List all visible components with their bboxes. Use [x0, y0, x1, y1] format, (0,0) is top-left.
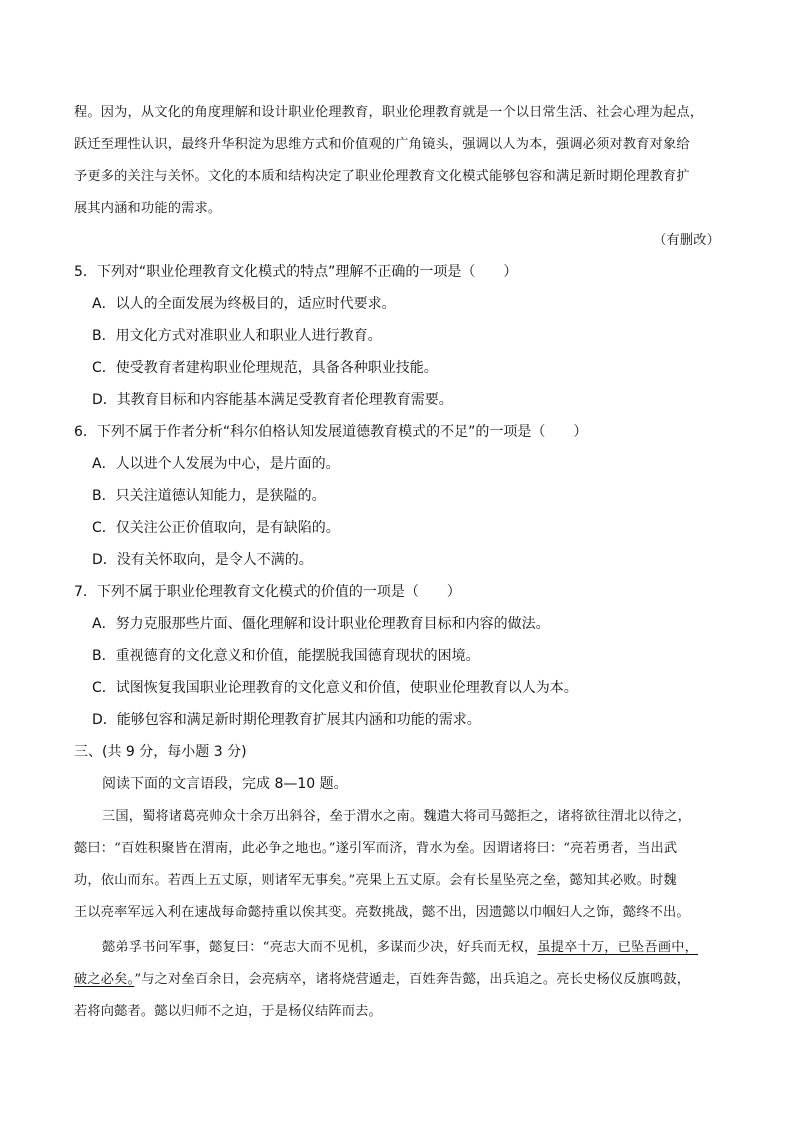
question-7-option-b: B．重视德育的文化意义和价值，能摆脱我国德育现状的困境。 — [92, 648, 480, 664]
classical-p2-line-2 — [74, 968, 690, 987]
passage-line-2: 跃迁至理性认识，最终升华积淀为思维方式和价值观的广角镜头，强调以人为本，强调必须对教育对象给 — [74, 137, 690, 152]
classical-p2-text-cont: ”与之对垒百余日，会亮病卒，诸将烧营遁走，百姓奔告懿，出兵追之。亮长史杨仪反旗鸣鼓， — [134, 972, 691, 987]
classical-p1-line-1: 三国，蜀将诸葛亮帅众十余万出斜谷，垒于渭水之南。魏遣大将司马懿拒之，诸将欲往渭北以待之， — [102, 809, 692, 824]
question-7-option-d: D．能够包容和满足新时期伦理教育扩展其内涵和功能的需求。 — [92, 712, 481, 728]
question-7-stem: 7．下列不属于职业伦理教育文化模式的价值的一项是（ ） — [74, 584, 461, 600]
question-5-option-b: B．用文化方式对准职业人和职业人进行教育。 — [92, 328, 382, 344]
section-3-instruction: 阅读下面的文言语段，完成 8—10 题。 — [102, 776, 348, 792]
question-6-option-b: B．只关注道德认知能力，是狭隘的。 — [92, 488, 326, 504]
question-5-option-c: C．使受教育者建构职业伦理规范，具备各种职业技能。 — [92, 360, 438, 376]
classical-p1-line-4: 王以亮率军远入利在速战每命懿持重以俟其变。亮数挑战，懿不出，因遗懿以巾帼妇人之饰，懿终不出。 — [74, 905, 690, 920]
question-5-option-d: D．其教育目标和内容能基本满足受教育者伦理教育需要。 — [92, 392, 453, 408]
question-5-option-a: A．以人的全面发展为终极目的，适应时代要求。 — [92, 296, 396, 312]
classical-p2-line-1 — [102, 936, 698, 955]
question-7-option-a: A．努力克服那些片面、僵化理解和设计职业伦理教育目标和内容的做法。 — [92, 616, 550, 632]
question-7-option-c: C．试图恢复我国职业论理教育的文化意义和价值，使职业伦理教育以人为本。 — [92, 680, 578, 696]
question-5-stem: 5．下列对“职业伦理教育文化模式的特点”理解不正确的一项是（ ） — [74, 264, 518, 280]
classical-p1-line-2: 懿曰：“百姓积聚皆在渭南，此必争之地也。”遂引军而济，背水为垒。因谓诸将曰：“亮若勇者，当出武 — [74, 841, 678, 856]
underlined-sentence-part-1: 虽提卒十万，已坠吾画中， — [537, 940, 698, 955]
passage-line-4: 展其内涵和功能的需求。 — [74, 201, 222, 216]
classical-p2-line-3: 若将向懿者。懿以归师不之迫，于是杨仪结阵而去。 — [74, 1004, 382, 1019]
classical-p2-text: 懿弟孚书问军事，懿复曰：“亮志大而不见机，多谋而少决，好兵而无权， — [102, 940, 538, 955]
passage-line-3: 予更多的关注与关怀。文化的本质和结构决定了职业伦理教育文化模式能够包容和满足新时期伦理教育扩 — [74, 169, 690, 184]
section-3-heading: 三、(共 9 分，每小题 3 分) — [74, 744, 247, 760]
source-note: （有删改） — [653, 233, 720, 248]
question-6-stem: 6．下列不属于作者分析“科尔伯格认知发展道德教育模式的不足”的一项是（ ） — [74, 424, 588, 440]
question-6-option-d: D．没有关怀取向，是令人不满的。 — [92, 552, 313, 568]
passage-line-1: 程。因为，从文化的角度理解和设计职业伦理教育，职业伦理教育就是一个以日常生活、社会心理为起点， — [74, 105, 704, 120]
question-6-option-c: C．仅关注公正价值取向，是有缺陷的。 — [92, 520, 340, 536]
underlined-sentence-part-2: 破之必矣。 — [74, 972, 135, 987]
question-6-option-a: A．人以进个人发展为中心，是片面的。 — [92, 456, 340, 472]
classical-p1-line-3: 功，依山而东。若西上五丈原，则诸军无事矣。”亮果上五丈原。会有长星坠亮之垒，懿知其必败。时魏 — [74, 873, 677, 888]
